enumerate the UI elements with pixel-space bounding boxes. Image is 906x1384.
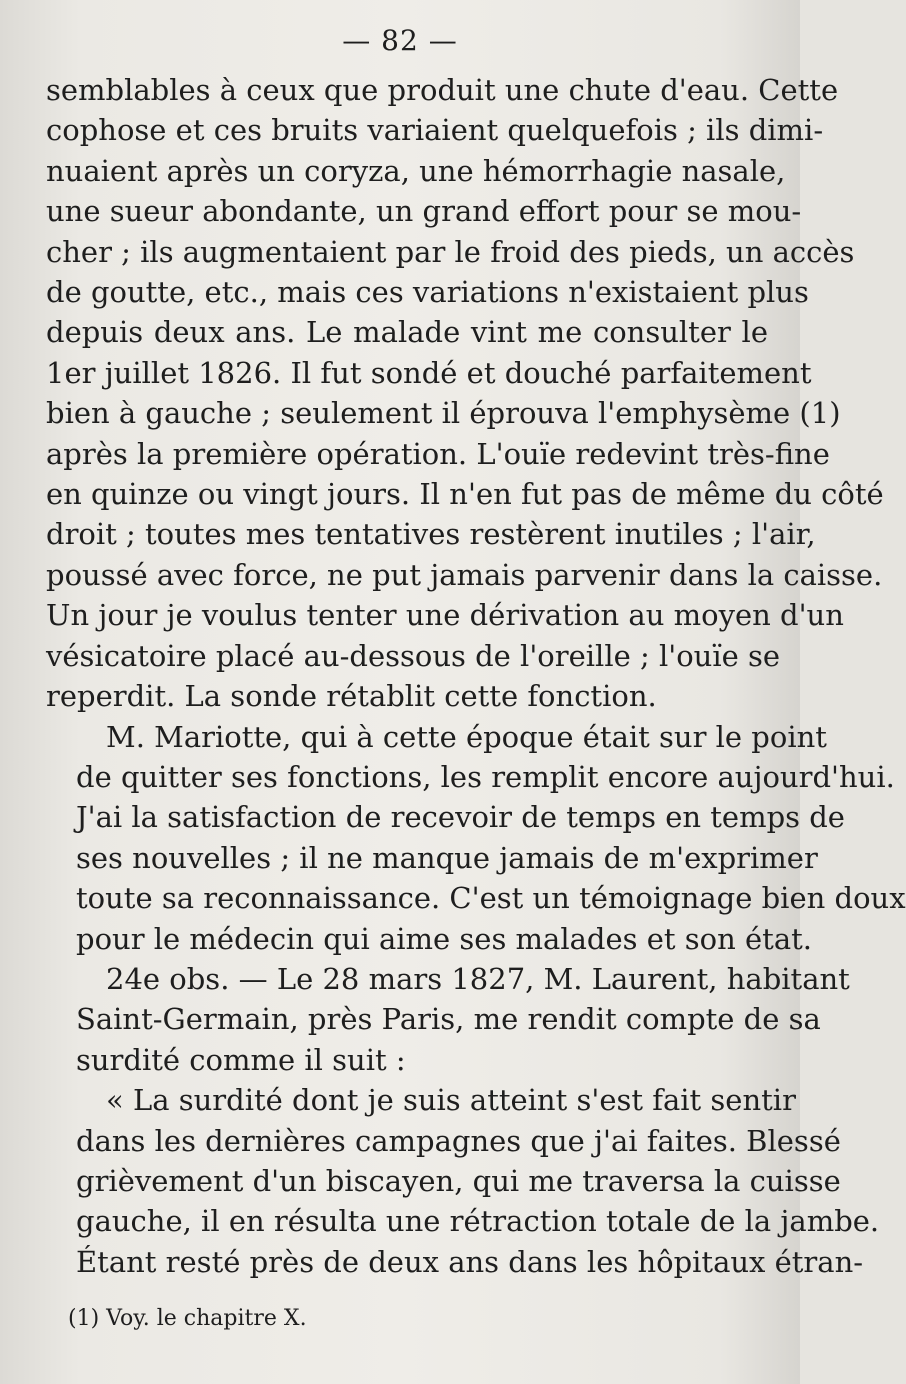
text-line: pour le médecin qui aime ses malades et son état. <box>76 921 812 956</box>
paragraph-2 <box>46 717 906 959</box>
text-line: poussé avec force, ne put jamais parvenir dans la caisse. <box>46 557 883 592</box>
paragraph-1 <box>46 70 884 717</box>
text-line: une sueur abondante, un grand effort pour se mou- <box>46 194 802 229</box>
text-line: 1er juillet 1826. Il fut sondé et douché parfaitement <box>46 355 812 390</box>
text-line: Saint-Germain, près Paris, me rendit compte de sa <box>76 1002 821 1037</box>
text-line: grièvement d'un biscayen, qui me traversa la cuisse <box>76 1163 841 1198</box>
text-line: depuis deux ans. Le malade vint me consulter le <box>46 315 768 350</box>
text-line: M. Mariotte, qui à cette époque était sur le point <box>106 719 827 754</box>
text-line: cher ; ils augmentaient par le froid des pieds, un accès <box>46 234 855 269</box>
text-line: ses nouvelles ; il ne manque jamais de m'exprimer <box>76 840 818 875</box>
text-line: reperdit. La sonde rétablit cette fonction. <box>46 679 657 714</box>
text-line: toute sa reconnaissance. C'est un témoignage bien doux <box>76 881 906 916</box>
paragraph-3 <box>46 959 850 1080</box>
text-line: de goutte, etc., mais ces variations n'existaient plus <box>46 275 809 310</box>
text-line: surdité comme il suit : <box>76 1042 406 1077</box>
footnote: (1) Voy. le chapitre X. <box>68 1306 307 1331</box>
text-line: 24e obs. — Le 28 mars 1827, M. Laurent, habitant <box>106 961 850 996</box>
text-line: Étant resté près de deux ans dans les hôpitaux étran- <box>76 1244 864 1279</box>
text-line: « La surdité dont je suis atteint s'est fait sentir <box>106 1083 796 1118</box>
page-number: — 82 — <box>342 24 458 57</box>
text-line: vésicatoire placé au-dessous de l'oreille ; l'ouïe se <box>46 638 781 673</box>
text-line: bien à gauche ; seulement il éprouva l'emphysème (1) <box>46 396 841 431</box>
text-line: en quinze ou vingt jours. Il n'en fut pas de même du côté <box>46 477 884 512</box>
body-text <box>46 70 906 1282</box>
text-line: gauche, il en résulta une rétraction totale de la jambe. <box>76 1204 880 1239</box>
text-line: dans les dernières campagnes que j'ai faites. Blessé <box>76 1123 841 1158</box>
text-line: semblables à ceux que produit une chute d'eau. Cette <box>46 73 839 107</box>
text-line: de quitter ses fonctions, les remplit encore aujourd'hui. <box>76 759 895 794</box>
text-line: après la première opération. L'ouïe redevint très-fine <box>46 436 830 471</box>
text-line: J'ai la satisfaction de recevoir de temps en temps de <box>76 800 845 835</box>
paragraph-4 <box>46 1080 880 1282</box>
text-line: nuaient après un coryza, une hémorrhagie nasale, <box>46 153 786 188</box>
text-line: cophose et ces bruits variaient quelquefois ; ils dimi- <box>46 113 824 148</box>
text-line: Un jour je voulus tenter une dérivation au moyen d'un <box>46 598 844 633</box>
text-line: droit ; toutes mes tentatives restèrent inutiles ; l'air, <box>46 517 816 552</box>
